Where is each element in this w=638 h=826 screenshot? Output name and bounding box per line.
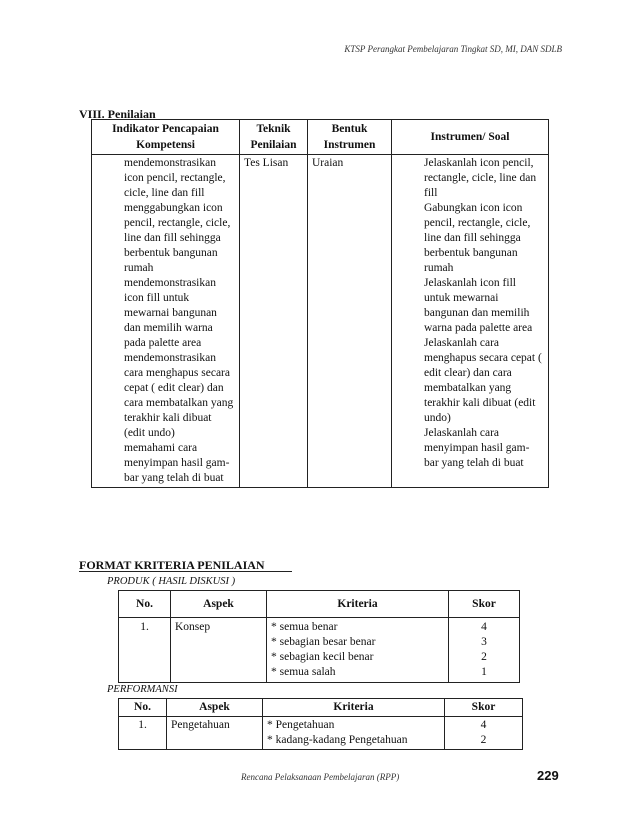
soal-item: Jelaskanlah icon fill untuk mewarnai bangunan dan memilih warna pada palette area (424, 277, 533, 334)
indikator-item: mendemonstrasikan icon fill untuk mewarnai bangunan dan memilih warna pada palette area (124, 277, 217, 349)
performansi-header-no: No. (119, 699, 167, 717)
header-indikator: Indikator Pencapaian Kompetensi (92, 120, 240, 155)
table-row (119, 618, 520, 683)
produk-label: PRODUK ( HASIL DISKUSI ) (107, 576, 236, 587)
performansi-aspek: Pengetahuan (167, 717, 263, 750)
footer-text: Rencana Pelaksanaan Pembelajaran (RPP) (241, 772, 400, 782)
table-row (119, 717, 523, 750)
produk-header-aspek: Aspek (171, 591, 267, 618)
header-bentuk: Bentuk Instrumen (308, 120, 392, 155)
indikator-item: mendemonstrasikan icon pencil, rectangle, cicle, line dan fill (124, 157, 226, 199)
produk-skor: 4 3 2 1 (449, 618, 520, 683)
assessment-body-row (92, 155, 549, 488)
produk-header-row (119, 591, 520, 618)
page-header: KTSP Perangkat Pembelajaran Tingkat SD, MI, DAN SDLB (344, 44, 562, 54)
produk-kriteria: * semua benar * sebagian besar benar * sebagian kecil benar * semua salah (267, 618, 449, 683)
performansi-header-kriteria: Kriteria (263, 699, 445, 717)
performansi-no: 1. (119, 717, 167, 750)
header-soal: Instrumen/ Soal (392, 120, 549, 155)
soal-cell (392, 155, 549, 488)
produk-header-kriteria: Kriteria (267, 591, 449, 618)
produk-no: 1. (119, 618, 171, 683)
assessment-header-row (92, 120, 549, 155)
format-title: FORMAT KRITERIA PENILAIAN (79, 558, 265, 572)
bentuk-cell: Uraian (308, 155, 392, 488)
soal-item: Jelaskanlah cara menghapus secara cepat ( edit clear) dan cara membatalkan yang terakhir kali dibuat (edit undo) (424, 337, 542, 424)
performansi-header-row (119, 699, 523, 717)
format-title-underline (79, 571, 292, 572)
header-teknik: Teknik Penilaian (240, 120, 308, 155)
produk-header-skor: Skor (449, 591, 520, 618)
performansi-header-aspek: Aspek (167, 699, 263, 717)
performansi-label: PERFORMANSI (107, 684, 178, 695)
indikator-item: mendemonstrasikan cara menghapus secara cepat ( edit clear) dan cara membatalkan yang terakhir kali dibuat (edit undo) (124, 352, 234, 439)
performansi-skor: 4 2 (445, 717, 523, 750)
produk-aspek: Konsep (171, 618, 267, 683)
teknik-cell: Tes Lisan (240, 155, 308, 488)
soal-item: Jelaskanlah icon pencil, rectangle, cicle, line dan fill (424, 157, 537, 199)
performansi-table (118, 698, 523, 750)
performansi-header-skor: Skor (445, 699, 523, 717)
produk-header-no: No. (119, 591, 171, 618)
indikator-item: memahami cara menyimpan hasil gam-bar yang telah di buat (124, 442, 230, 484)
indikator-cell (92, 155, 240, 488)
soal-item: Gabungkan icon icon pencil, rectangle, cicle, line dan fill sehingga berbentuk bangunan rumah (424, 202, 531, 274)
soal-item: Jelaskanlah cara menyimpan hasil gam-bar yang telah di buat (424, 427, 530, 469)
indikator-item: menggabungkan icon pencil, rectangle, cicle, line dan fill sehingga berbentuk bangunan rumah (124, 202, 231, 274)
assessment-table (91, 119, 549, 488)
section-title: VIII. Penilaian (79, 107, 156, 121)
page-number: 229 (537, 768, 559, 783)
produk-table (118, 590, 520, 683)
performansi-kriteria: * Pengetahuan * kadang-kadang Pengetahuan (263, 717, 445, 750)
